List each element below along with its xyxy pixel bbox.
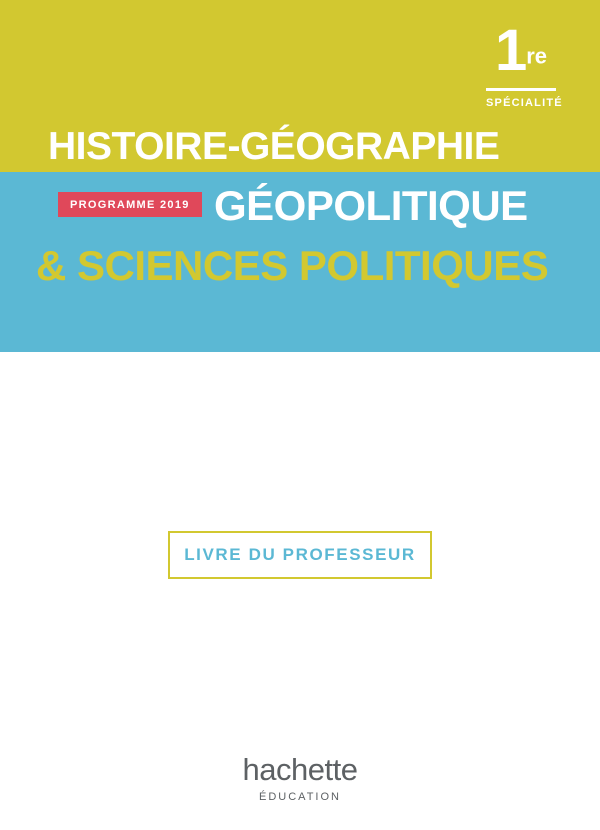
teacher-edition-box: [168, 531, 432, 579]
programme-tag: PROGRAMME 2019: [58, 192, 202, 217]
level-speciality-label: SPÉCIALITÉ: [486, 97, 563, 109]
teacher-edition-label: LIVRE DU PROFESSEUR: [184, 545, 416, 564]
publisher-subtitle: ÉDUCATION: [259, 791, 341, 803]
title-sub-sciences-politiques: & SCIENCES POLITIQUES: [36, 242, 549, 289]
title-sub-geopolitique: GÉOPOLITIQUE: [214, 182, 528, 229]
level-number: 1: [494, 18, 527, 83]
level-badge: [486, 18, 563, 109]
publisher-name: hachette: [242, 752, 358, 787]
level-superscript: re: [526, 43, 548, 69]
level-number-group: [486, 18, 556, 83]
publisher-block: [0, 752, 600, 803]
title-main: HISTOIRE-GÉOGRAPHIE: [48, 125, 500, 168]
level-divider: [486, 88, 556, 91]
